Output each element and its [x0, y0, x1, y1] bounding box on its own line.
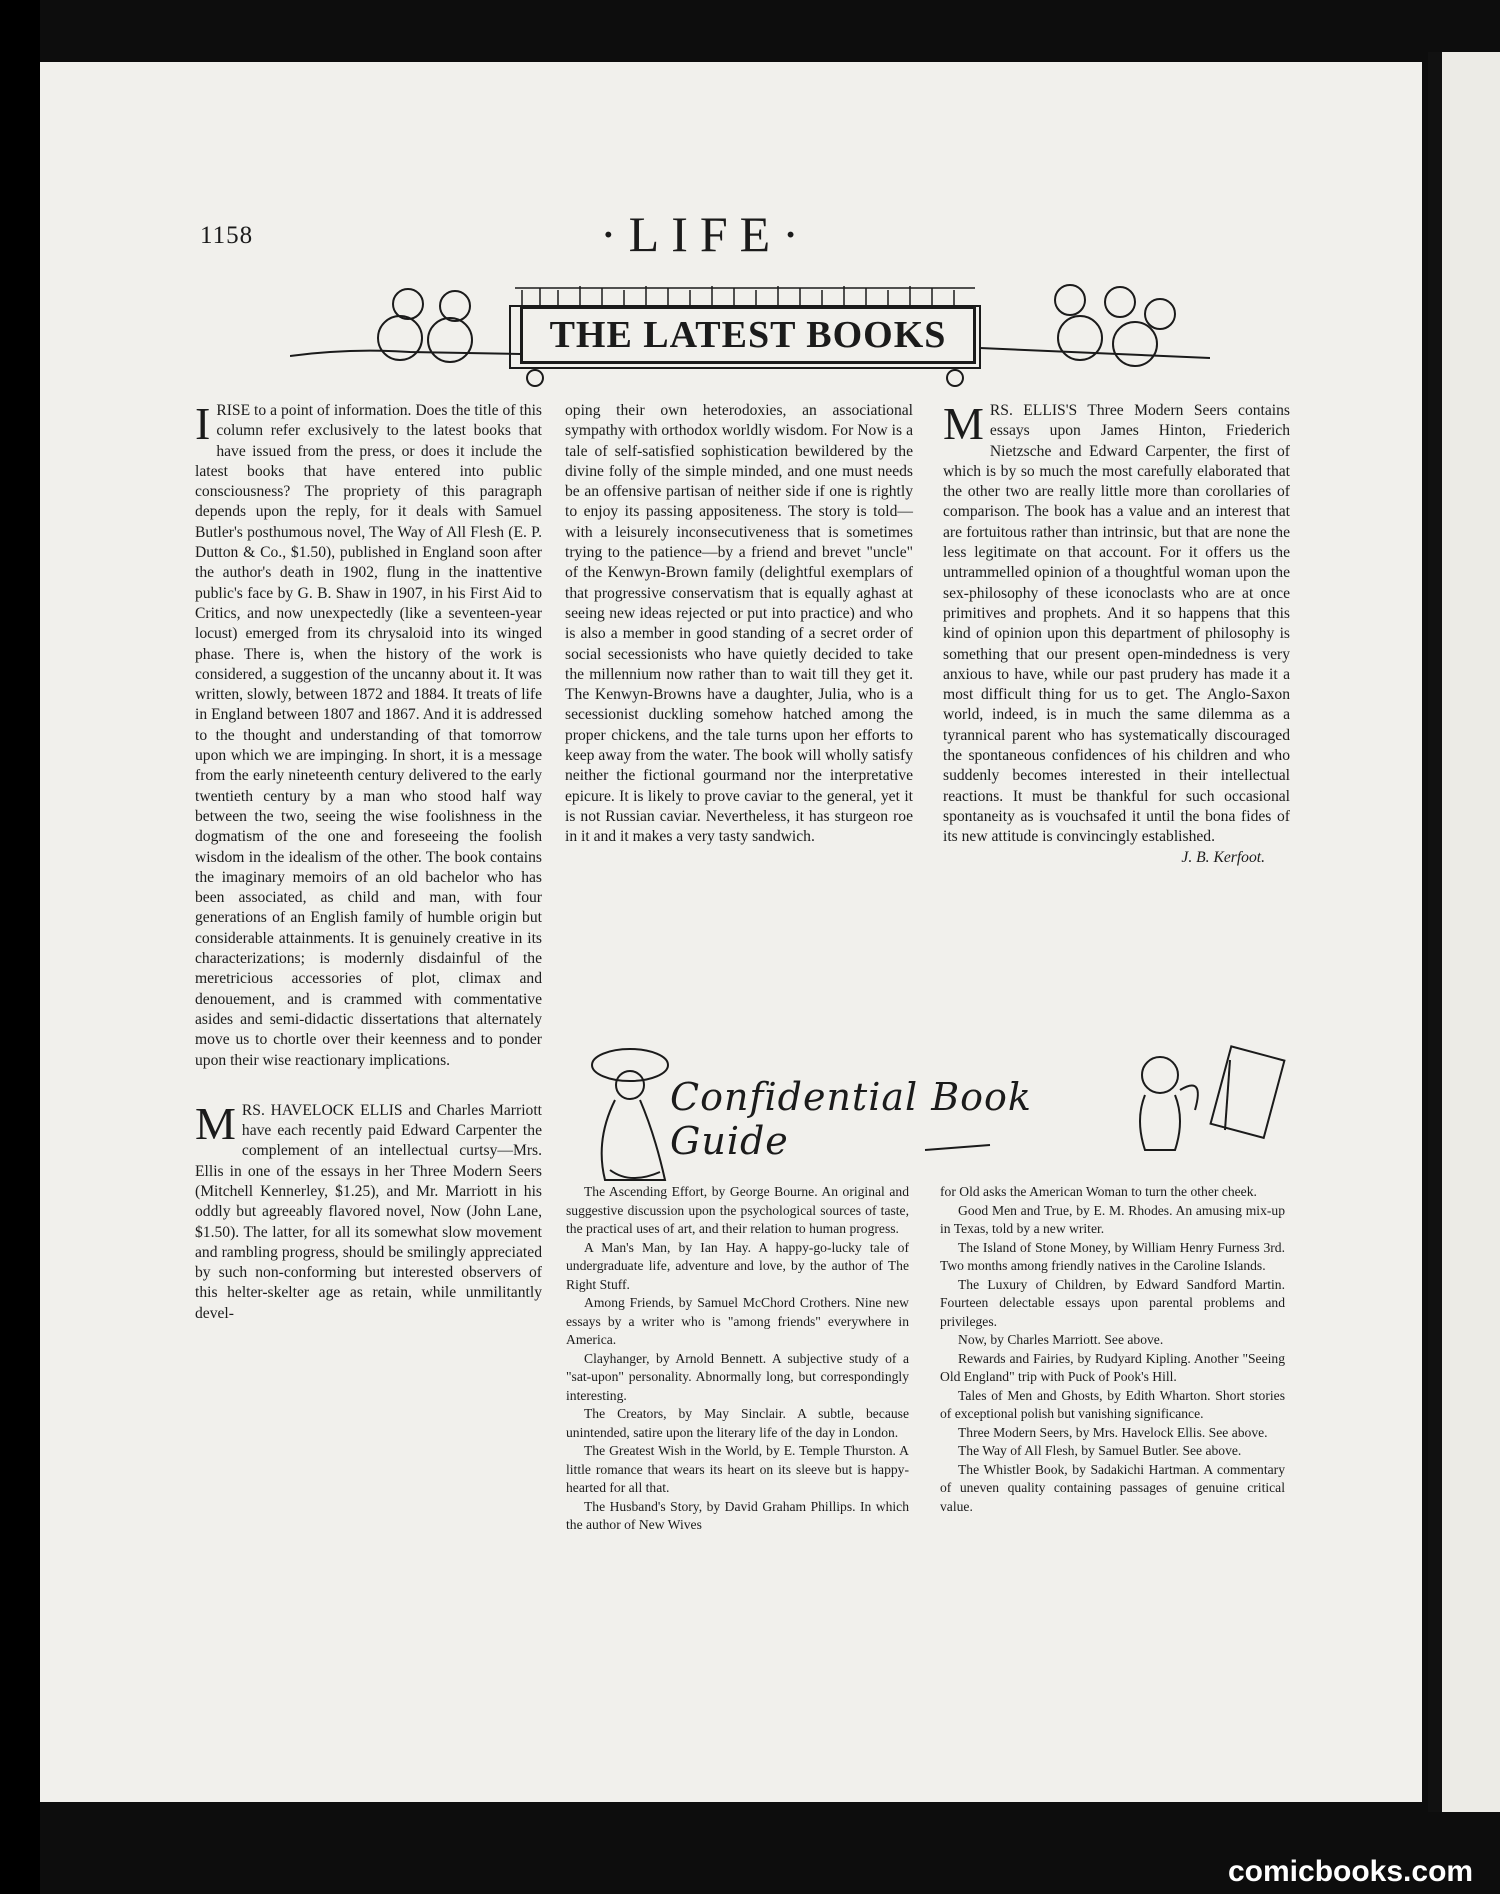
scan-border-left: [0, 0, 40, 1894]
guide-entry: for Old asks the American Woman to turn the other cheek.: [940, 1184, 1257, 1199]
paragraph-text: RS. HAVELOCK ELLIS and Charles Marriott have each recently paid Edward Carpenter the complement of an intellectual curtsy—Mrs. Ellis in one of the essays in her Three Modern Seers (Mitchell Kennerley, $1.25), and Mr. Marriott in his oddly but agreeably flavored novel, Now (John Lane, $1.50). The latter, for all its somewhat slow movement and rambling progress, should be smilingly appreciated by such non-conforming but interested observers of this helter-skelter age as retain, while unmilitantly devel-: [195, 1101, 542, 1322]
guide-entry: The Ascending Effort, by George Bourne. An original and suggestive discussion upon the psychological sources of taste, the practical uses of art, and their relation to human progress.: [566, 1184, 909, 1236]
guide-entry: The Whistler Book, by Sadakichi Hartman. A commentary of uneven quality containing passages of genuine critical value.: [940, 1461, 1285, 1514]
guide-entry: Good Men and True, by E. M. Rhodes. An amusing mix-up in Texas, told by a new writer.: [940, 1202, 1285, 1236]
author-signature: J. B. Kerfoot.: [1181, 848, 1265, 866]
guide-entry: The Way of All Flesh, by Samuel Butler. See above.: [958, 1443, 1242, 1458]
page-gutter: [1428, 52, 1442, 1812]
guide-entry: Clayhanger, by Arnold Bennett. A subjective study of a "sat-upon" personality. Abnormally long, but correspondingly interesting.: [566, 1350, 909, 1403]
masthead: ·LIFE·: [600, 206, 811, 262]
book-guide-column-right: [940, 1183, 1285, 1516]
paragraph-text: RS. ELLIS'S Three Modern Seers contains essays upon James Hinton, Friederich Nietzsche and Edward Carpenter, the first of which is by so much the most carefully elaborated that the other two are really little more than corollaries of comparison. The book has a value and an interest that are fortuitous rather than intrinsic, but that are none the less legitimate on that account. For it offers us the untrammelled opinion of a thoughtful woman upon the sex-philosophy of these iconoclasts who are at once primitives and prophets. And it so happens that this kind of opinion upon this department of philosophy is something that our present open-mindedness is very anxious to have, while our past prudery has made it a most difficult thing for us to get. The Anglo-Saxon world, indeed, is in much the same dilemma as a tyrannical parent who has systematically discouraged the spontaneous confidences of his children and who suddenly becomes interested in their intellectual reactions. It must be thankful for such occasional spontaneity as is vouchsafed it until the bona fides of its new attitude is convincingly established.: [943, 402, 1290, 846]
guide-entry: The Husband's Story, by David Graham Phillips. In which the author of New Wives: [566, 1498, 909, 1532]
paragraph: [943, 398, 1290, 848]
guide-entry: The Island of Stone Money, by William Henry Furness 3rd. Two months among friendly natives in the Caroline Islands.: [940, 1239, 1285, 1273]
paragraph-text: RISE to a point of information. Does the title of this column refer exclusively to the latest books that have issued from the press, or does it include the latest books that have entered into public consciousness? The propriety of this paragraph depends upon the reply, for it deals with Samuel Butler's posthumous novel, The Way of All Flesh (E. P. Dutton & Co., $1.50), published in England soon after the author's death in 1902, flung in the inattentive public's face by G. B. Shaw in 1907, in his First Aid to Critics, and now unexpectedly (like a seventeen-year locust) emerged from its chrysaloid into its winged phase. There is, when the history of the work is considered, a suggestion of the uncanny about it. It was written, slowly, between 1872 and 1884. It treats of life in England between 1807 and 1867. And it is addressed to the thought and understanding of that tomorrow upon which we are impinging. In short, it is a message from the early nineteenth century delivered to the early twentieth century by a man who stood half way between the two, seeing the wise foolishness in the dogmatism of the one and foreseeing the foolish wisdom in the idealism of the other. The book contains the imaginary memoirs of an old bachelor who has been associated, as child and man, with four generations of an English family of humble origin but considerable attainments. It is genuinely creative in its characterizations; is modernly disdainful of the meretricious accessories of plot, climax and denouement, and is crammed with commentative asides and semi-didactic dissertations that alternately move us to chortle over their keenness and to ponder upon their wise reactionary implications.: [195, 402, 542, 1069]
guide-entry: Now, by Charles Marriott. See above.: [958, 1332, 1164, 1347]
paragraph: [195, 1097, 542, 1324]
page-number: 1158: [200, 222, 254, 249]
article-column-1: [195, 398, 542, 1324]
article-column-2: [565, 401, 913, 848]
paragraph-text: oping their own heterodoxies, an associational sympathy with orthodox worldly wisdom. For Now is a tale of self-satisfied sophistication bewildered by the divine folly of the simple minded, and one must needs be an offensive partisan of neither side if one is rightly to enjoy its passing appositeness. The story is told—with a leisurely inconsecutiveness that is sometimes trying to the patience—by a friend and brevet "uncle" of the Kenwyn-Brown family (delightful exemplars of that progressive conservatism that is equally aghast at seeing new ideas rejected or put into practice) and who is also a member in good standing of a secret order of social secessionists who have quietly decided to take the millennium now rather than to wait till they get it. The Kenwyn-Browns have a daughter, Julia, who is a secessionist duckling somehow hatched among the proper chickens, and the tale turns upon her efforts to keep away from the water. The book will wholly satisfy neither the fictional gourmand nor the interpretative epicure. It is likely to prove caviar to the general, yet it is not Russian caviar. Nevertheless, it has sturgeon roe in it and it makes a very tasty sandwich.: [565, 402, 913, 846]
guide-entry: The Greatest Wish in the World, by E. Temple Thurston. A little romance that wears its heart on its sleeve but is happy-hearted for all that.: [566, 1443, 909, 1495]
section-title: THE LATEST BOOKS: [520, 306, 976, 364]
guide-entry: Three Modern Seers, by Mrs. Havelock Ellis. See above.: [958, 1424, 1268, 1440]
book-guide-column-left: [566, 1183, 909, 1535]
guide-entry: A Man's Man, by Ian Hay. A happy-go-lucky tale of undergraduate life, adventure and love, by the author of The Right Stuff.: [566, 1239, 909, 1292]
guide-entry: The Creators, by May Sinclair. A subtle, because unintended, satire upon the literary life of the day in London.: [566, 1406, 909, 1440]
drop-cap: I: [195, 398, 211, 449]
article-column-3: [943, 398, 1290, 868]
drop-cap: M: [943, 398, 984, 449]
drop-cap: M: [195, 1097, 236, 1149]
paragraph: [195, 398, 542, 1071]
guide-entry: Rewards and Fairies, by Rudyard Kipling. Another "Seeing Old England" trip with Puck of Pook's Hill.: [940, 1350, 1285, 1384]
guide-entry: Tales of Men and Ghosts, by Edith Wharton. Short stories of exceptional polish but vanishing significance.: [940, 1387, 1285, 1421]
site-watermark: comicbooks.com: [1228, 1855, 1474, 1888]
guide-entry: The Luxury of Children, by Edward Sandford Martin. Fourteen delectable essays upon parental problems and privileges.: [940, 1276, 1285, 1329]
guide-title: Confidential Book Guide: [670, 1075, 1032, 1163]
guide-entry: Among Friends, by Samuel McChord Crothers. Nine new essays by a writer who is "among friends" everywhere in America.: [566, 1295, 909, 1347]
